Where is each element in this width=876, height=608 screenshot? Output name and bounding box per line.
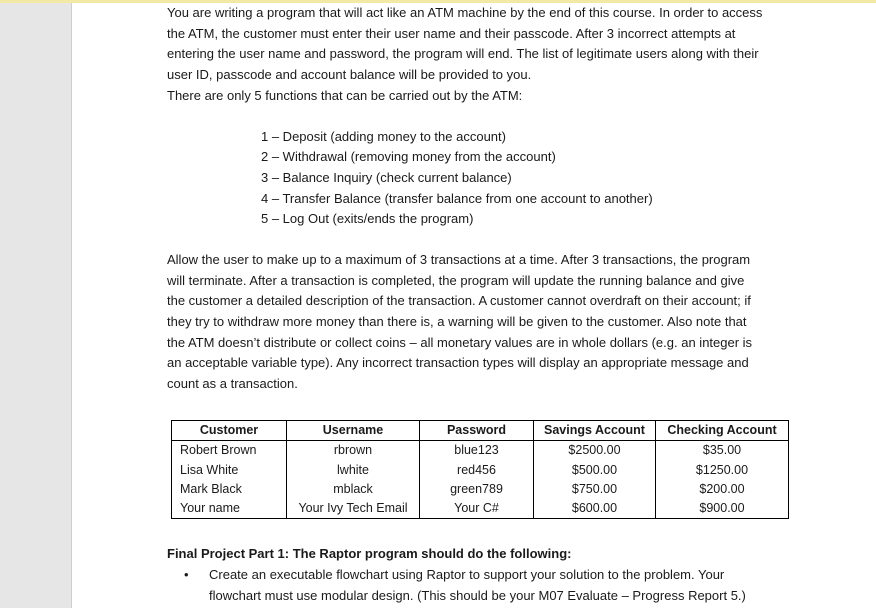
intro-line-3: entering the user name and password, the program will end. The list of legitimate users along with their [167, 46, 759, 62]
intro-line-4: user ID, passcode and account balance will be provided to you. [167, 67, 532, 83]
function-item: 5 – Log Out (exits/ends the program) [261, 211, 474, 227]
cell-customer: Robert Brown [172, 441, 287, 461]
intro-line-2: the ATM, the customer must enter their user name and their passcode. After 3 incorrect attempts at [167, 25, 736, 41]
header-customer: Customer [172, 420, 287, 440]
rules-line: the customer a detailed description of the transaction. A customer cannot overdraft on their account; if [167, 293, 751, 309]
header-username: Username [287, 420, 420, 440]
cell-username: rbrown [287, 441, 420, 461]
table-header-row [172, 420, 789, 440]
function-item: 1 – Deposit (adding money to the account) [261, 128, 506, 144]
function-item: 2 – Withdrawal (removing money from the account) [261, 149, 556, 165]
header-checking: Checking Account [656, 420, 789, 440]
header-password: Password [420, 420, 534, 440]
rules-line: Allow the user to make up to a maximum of 3 transactions at a time. After 3 transactions, the program [167, 251, 751, 267]
intro-line-5: There are only 5 functions that can be carried out by the ATM: [167, 87, 523, 103]
users-table [171, 420, 789, 519]
final-project-bullet [167, 565, 797, 606]
bullet-line-2: flowchart must use modular design. (This should be your M07 Evaluate – Progress Report 5.) [209, 587, 746, 603]
cell-savings: $2500.00 [534, 441, 656, 461]
cell-username: mblack [287, 480, 420, 499]
atm-functions-list [261, 127, 797, 230]
rules-line: count as a transaction. [167, 376, 298, 392]
cell-password: green789 [420, 480, 534, 499]
table-row [172, 499, 789, 519]
cell-customer: Lisa White [172, 460, 287, 479]
cell-checking: $1250.00 [656, 460, 789, 479]
intro-line-1: You are writing a program that will act like an ATM machine by the end of this course. In order to access [167, 5, 763, 20]
header-savings: Savings Account [534, 420, 656, 440]
table-row [172, 460, 789, 479]
function-item: 4 – Transfer Balance (transfer balance from one account to another) [261, 190, 653, 206]
rules-line: will terminate. After a transaction is completed, the program will update the running balance and give [167, 272, 745, 288]
rules-paragraph [167, 250, 797, 395]
cell-password: red456 [420, 460, 534, 479]
cell-customer: Mark Black [172, 480, 287, 499]
cell-checking: $900.00 [656, 499, 789, 519]
function-item: 3 – Balance Inquiry (check current balance) [261, 169, 512, 185]
cell-password: Your C# [420, 499, 534, 519]
bullet-icon: • [184, 567, 189, 583]
cell-password: blue123 [420, 441, 534, 461]
cell-username: Your Ivy Tech Email [287, 499, 420, 519]
document-page [71, 3, 876, 608]
cell-checking: $35.00 [656, 441, 789, 461]
rules-line: they try to withdraw more money than there is, a warning will be given to the customer. Also note that [167, 314, 747, 330]
table-row [172, 441, 789, 461]
cell-savings: $600.00 [534, 499, 656, 519]
rules-line: an acceptable variable type). Any incorrect transaction types will display an appropriate message and [167, 355, 749, 371]
intro-paragraph [167, 3, 797, 107]
cell-savings: $750.00 [534, 480, 656, 499]
final-project-heading: Final Project Part 1: The Raptor program should do the following: [167, 546, 572, 562]
table-row [172, 480, 789, 499]
cell-customer: Your name [172, 499, 287, 519]
cell-username: lwhite [287, 460, 420, 479]
cell-savings: $500.00 [534, 460, 656, 479]
rules-line: the ATM doesn’t distribute or collect coins – all monetary values are in whole dollars (e.g. an integer is [167, 334, 753, 350]
document-body [167, 3, 797, 606]
cell-checking: $200.00 [656, 480, 789, 499]
bullet-line-1: Create an executable flowchart using Raptor to support your solution to the problem. Your [209, 567, 725, 583]
